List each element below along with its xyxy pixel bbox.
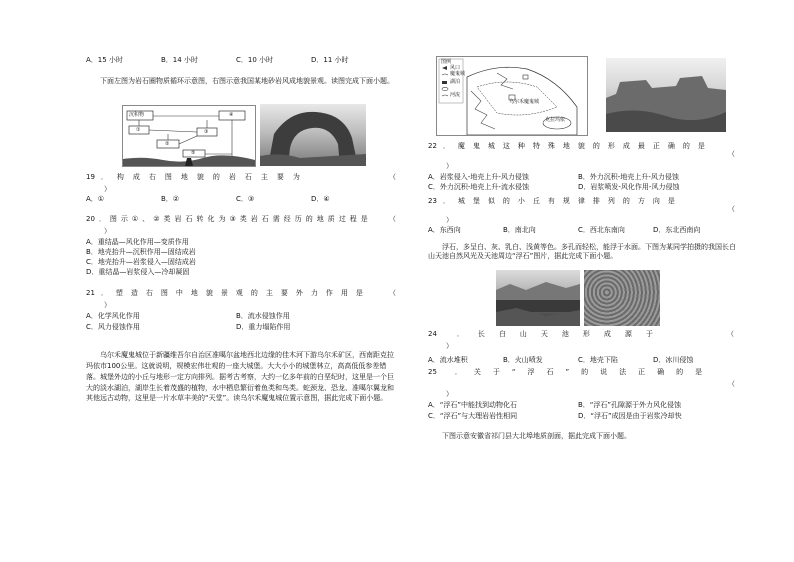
question-19 <box>86 173 396 182</box>
q20-number: 20 <box>86 215 95 223</box>
option: B．火山喷发 <box>503 356 543 364</box>
option: D．东北西南向 <box>653 226 701 234</box>
q25-close: ） <box>446 390 453 398</box>
q23-text: ．城堡似的小丘有规律排列的方向是 <box>442 197 683 205</box>
question-25 <box>428 368 724 377</box>
q20-option-d: D．重结晶—岩浆侵入—冷却凝固 <box>86 268 190 276</box>
q22-options-row2 <box>428 183 728 192</box>
q20-option-b: B．地壳抬升—沉积作用—固结成岩 <box>86 248 196 256</box>
q23-number: 23 <box>428 197 437 205</box>
q22-options-row1 <box>428 173 728 182</box>
q25-options-row1 <box>428 401 728 410</box>
option: A．东西向 <box>428 226 461 234</box>
pumice-photo <box>584 270 660 326</box>
q19-number: 19 <box>86 173 95 181</box>
option: D．“浮石”成因是由于岩浆冷却快 <box>578 412 682 420</box>
sandstone-arch-photo <box>260 104 366 166</box>
diagram-label-sediment: 沉积物 <box>129 112 145 118</box>
intro-rock-cycle: 下面左图为岩石圈物质循环示意图，右图示意我国某地砂岩风成地貌景观。读图完成下面小题。 <box>100 77 394 85</box>
option: A．“浮石”中能找到动物化石 <box>428 401 518 409</box>
q22-text: ．魔鬼城这种特殊地貌的形成最正确的是 <box>442 142 713 150</box>
rock-cycle-diagram <box>122 105 256 167</box>
intro-geologic-section: 下图示意安徽省祁门县大北埠地质剖面，据此完成下面小题。 <box>442 432 631 440</box>
diagram-label-3: ③ <box>204 129 209 135</box>
option: C．外力沉积-地壳上升-流水侵蚀 <box>428 183 529 191</box>
option: B．流水侵蚀作用 <box>236 312 290 320</box>
question-24 <box>428 330 734 339</box>
option: A．① <box>86 195 105 203</box>
option: B．外力沉积-地壳上升-风力侵蚀 <box>578 173 679 181</box>
question-20 <box>86 215 396 224</box>
intro-devil-city: 乌尔禾魔鬼城位于新疆维吾尔自治区准噶尔盆地西北边缘的佳木河下游乌尔禾矿区，西南距克拉玛依市100公里。这就说明，规模宏伟壮观的一座大城堡。大大小小的城堡林立，高高低低参差错落。城堡外边的小丘与地形一定方向排列。据考古考察，大约一亿多年前的白垩纪时，这里是一个巨大的淡水湖泊，湖岸生长着茂盛的植物，水中栖息繁衍着鱼类和鸟类。蛇颈龙、恐龙、准噶尔翼龙和其他远古动物，这里是一片水草丰美的“天堂”。读乌尔禾魔鬼城位置示意图，据此完成下面小题。 <box>86 351 394 403</box>
option: D．岩浆喷发-风化作用-风力侵蚀 <box>578 183 680 191</box>
option: B．南北向 <box>503 226 536 234</box>
q24-paren: （ <box>727 330 734 338</box>
q20-paren: （ <box>389 215 396 223</box>
q20-option-a: A．重结晶—风化作用—变质作用 <box>86 238 189 246</box>
option: C．“浮石”与大理岩岩性相同 <box>428 412 518 420</box>
map-legend-river: 河流 <box>450 92 461 98</box>
diagram-label-5: ⑤ <box>191 150 196 156</box>
q25-number: 25 <box>428 368 437 376</box>
q20-text: ．图示①、②类岩石转化为③类岩石需经历的地质过程是 <box>98 215 372 223</box>
tianchi-lake-photo <box>496 270 580 326</box>
q19-options <box>86 195 386 204</box>
q19-close: ） <box>104 185 111 193</box>
option: A．流水堆积 <box>428 356 468 364</box>
question-21 <box>86 289 396 298</box>
q25-paren: （ <box>728 380 735 388</box>
q23-paren: （ <box>728 205 735 213</box>
map-legend-devil-city: 魔鬼城 <box>450 71 466 77</box>
arch-svg <box>260 104 366 166</box>
q20-close: ） <box>104 227 111 235</box>
devil-city-location-map <box>436 56 588 136</box>
option: C．风力侵蚀作用 <box>86 323 140 331</box>
q21-paren: （ <box>389 289 396 297</box>
option: C．③ <box>236 195 255 203</box>
question-23 <box>428 197 724 206</box>
map-legend-title: 图例 <box>441 59 452 65</box>
option: A．化学风化作用 <box>86 312 140 320</box>
q19-paren: （ <box>389 173 396 181</box>
q24-text: ．长白山天池形成源于 <box>456 330 667 338</box>
map-label-devil-city: 乌尔禾魔鬼城 <box>509 99 540 105</box>
q24-options <box>428 356 728 365</box>
q23-close: ） <box>446 216 453 224</box>
yardang-photo <box>606 58 726 132</box>
option: D．11 小时 <box>311 56 349 64</box>
option: A．15 小时 <box>86 56 123 64</box>
option: D．重力塌陷作用 <box>236 323 291 331</box>
option: D．④ <box>311 195 330 203</box>
diagram-label-1: ① <box>136 127 141 133</box>
q23-options <box>428 226 728 235</box>
map-legend-wind: 风口 <box>450 65 461 71</box>
q21-close: ） <box>104 301 111 309</box>
option: A．岩浆侵入-地壳上升-风力侵蚀 <box>428 173 529 181</box>
q22-close: ） <box>446 162 453 170</box>
map-label-karamay: 克拉玛依 <box>545 117 566 123</box>
q24-number: 24 <box>428 330 437 338</box>
q21-text: ．塑造右图中地貌景观的主要外力作用是 <box>100 289 371 297</box>
q21-number: 21 <box>86 289 95 297</box>
q22-paren: （ <box>728 150 735 158</box>
q21-options-row2 <box>86 323 386 332</box>
q20-option-c: C．地壳抬升—岩浆侵入—固结成岩 <box>86 258 196 266</box>
option: C．西北东南向 <box>578 226 625 234</box>
option: C．地壳下陷 <box>578 356 618 364</box>
q24-close: ） <box>446 342 453 350</box>
question-22 <box>428 142 724 151</box>
map-legend-lake: 湖泊 <box>450 79 461 85</box>
q21-options-row1 <box>86 312 386 321</box>
option: D．冰川侵蚀 <box>653 356 694 364</box>
tianchi-svg <box>496 270 580 326</box>
intro-pumice: 浮石，多呈白、灰、乳白、浅黄等色。多孔而轻松，能浮于水面。下图为某同学拍摄的我国长白山天池自然风光及天池周边“浮石”图片，据此完成下面小题。 <box>428 243 736 261</box>
q25-options-row2 <box>428 412 728 421</box>
q22-number: 22 <box>428 142 437 150</box>
option: B．② <box>161 195 180 203</box>
q18-options <box>86 56 386 65</box>
diagram-label-2: ② <box>165 141 170 147</box>
q25-text: ．关于“浮石”的说法正确的是 <box>454 368 715 376</box>
option: C．10 小时 <box>236 56 274 64</box>
option: B．14 小时 <box>161 56 198 64</box>
q19-text: ．构成右图地貌的岩石主要为 <box>100 173 309 181</box>
diagram-label-4: ④ <box>229 112 234 118</box>
yardang-svg <box>606 58 726 132</box>
option: B．“浮石”孔隙源于外力风化侵蚀 <box>578 401 682 409</box>
